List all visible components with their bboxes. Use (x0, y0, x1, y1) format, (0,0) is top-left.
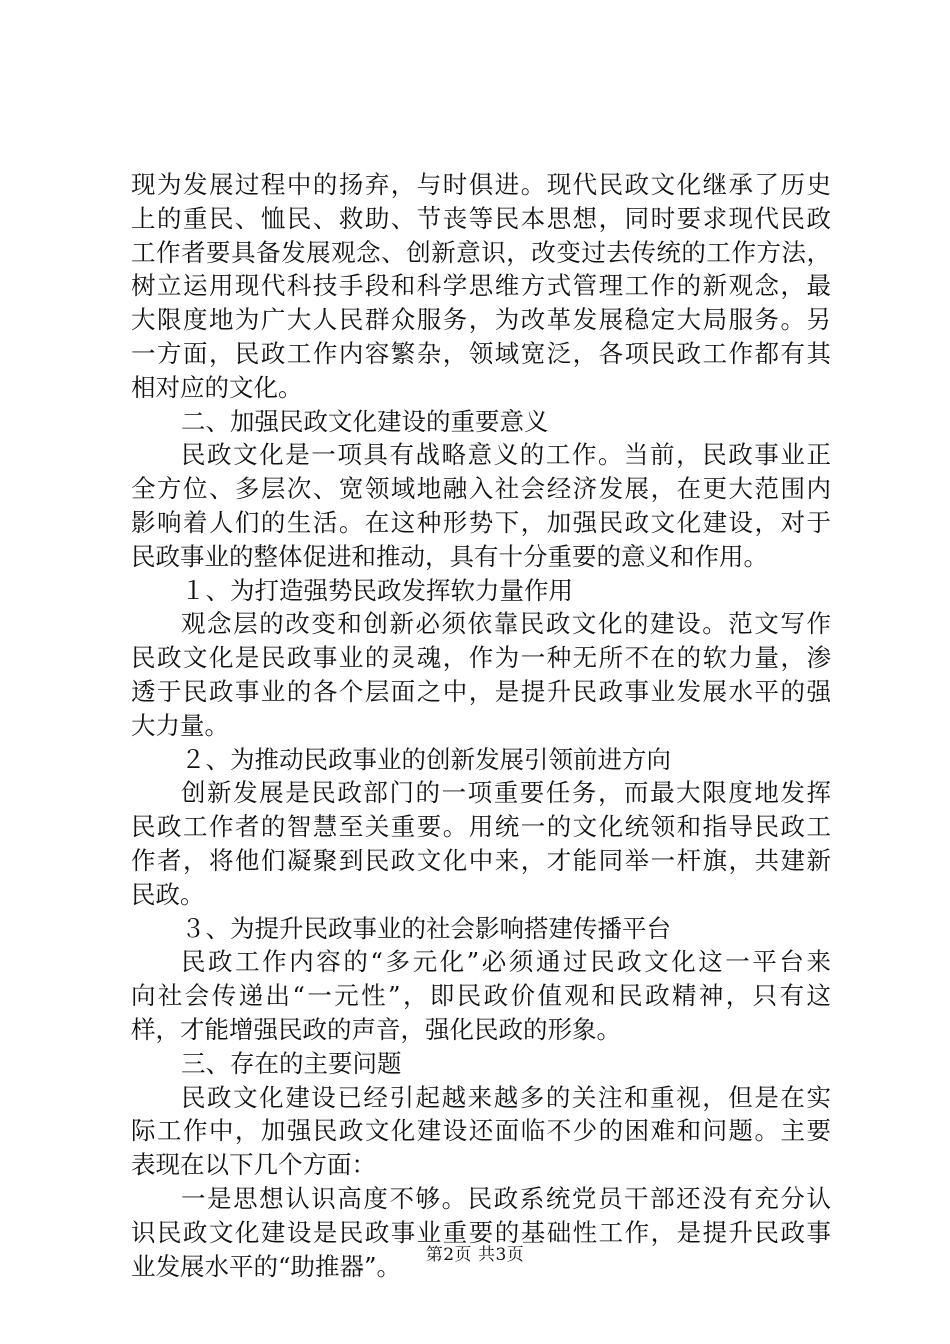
text-line: 民政。 (131, 879, 205, 909)
text-line: 业发展水平的“助推器”。 (131, 1251, 402, 1281)
text-line: 大力量。 (131, 710, 229, 740)
text-line: 民政文化是一项具有战略意义的工作。当前，民政事业正 (181, 440, 831, 470)
section-heading: ３、为提升民政事业的社会影响搭建传播平台 (181, 913, 671, 943)
text-line: 透于民政事业的各个层面之中，是提升民政事业发展水平的强 (131, 676, 831, 706)
text-line: 向社会传递出“一元性”，即民政价值观和民政精神，只有这 (131, 981, 831, 1011)
text-line: 民政工作内容的“多元化”必须通过民政文化这一平台来 (181, 947, 831, 977)
text-line: 民政事业的整体促进和推动，具有十分重要的意义和作用。 (131, 541, 768, 571)
text-line: 识民政文化建设是民政事业重要的基础性工作，是提升民政事 (131, 1217, 831, 1247)
text-line: 现为发展过程中的扬弃，与时俱进。现代民政文化继承了历史 (131, 170, 831, 199)
section-heading: 三、存在的主要问题 (181, 1048, 402, 1078)
section-heading: １、为打造强势民政发挥软力量作用 (181, 575, 573, 605)
text-line: 工作者要具备发展观念、创新意识，改变过去传统的工作方法， (131, 237, 831, 267)
section-heading: ２、为推动民政事业的创新发展引领前进方向 (181, 744, 671, 774)
text-line: 民政工作者的智慧至关重要。用统一的文化统领和指导民政工 (131, 812, 831, 842)
text-line: 表现在以下几个方面： (131, 1150, 376, 1180)
text-line: 一方面，民政工作内容繁杂，领域宽泛，各项民政工作都有其 (131, 338, 831, 368)
text-line: 创新发展是民政部门的一项重要任务，而最大限度地发挥 (181, 778, 831, 808)
text-line: 上的重民、恤民、救助、节丧等民本思想，同时要求现代民政 (131, 203, 831, 233)
text-line: 际工作中，加强民政文化建设还面临不少的困难和问题。主要 (131, 1116, 831, 1146)
text-line: 民政文化建设已经引起越来越多的关注和重视，但是在实 (181, 1082, 831, 1112)
text-line: 相对应的文化。 (131, 372, 303, 402)
text-line: 大限度地为广大人民群众服务，为改革发展稳定大局服务。另 (131, 305, 831, 335)
text-line: 一是思想认识高度不够。民政系统党员干部还没有充分认 (181, 1183, 831, 1213)
document-body (131, 168, 831, 1283)
text-line: 样，才能增强民政的声音，强化民政的形象。 (131, 1014, 621, 1044)
text-line: 影响着人们的生活。在这种形势下，加强民政文化建设，对于 (131, 507, 831, 537)
text-line: 民政文化是民政事业的灵魂，作为一种无所不在的软力量，渗 (131, 643, 831, 673)
text-line: 观念层的改变和创新必须依靠民政文化的建设。范文写作 (181, 609, 831, 639)
text-line: 树立运用现代科技手段和科学思维方式管理工作的新观念，最 (131, 271, 831, 301)
section-heading: 二、加强民政文化建设的重要意义 (181, 406, 549, 436)
text-line: 作者，将他们凝聚到民政文化中来，才能同举一杆旗，共建新 (131, 845, 831, 875)
page-footer: 第2页 共3页 (425, 1245, 525, 1265)
text-line: 全方位、多层次、宽领域地融入社会经济发展，在更大范围内 (131, 474, 831, 504)
